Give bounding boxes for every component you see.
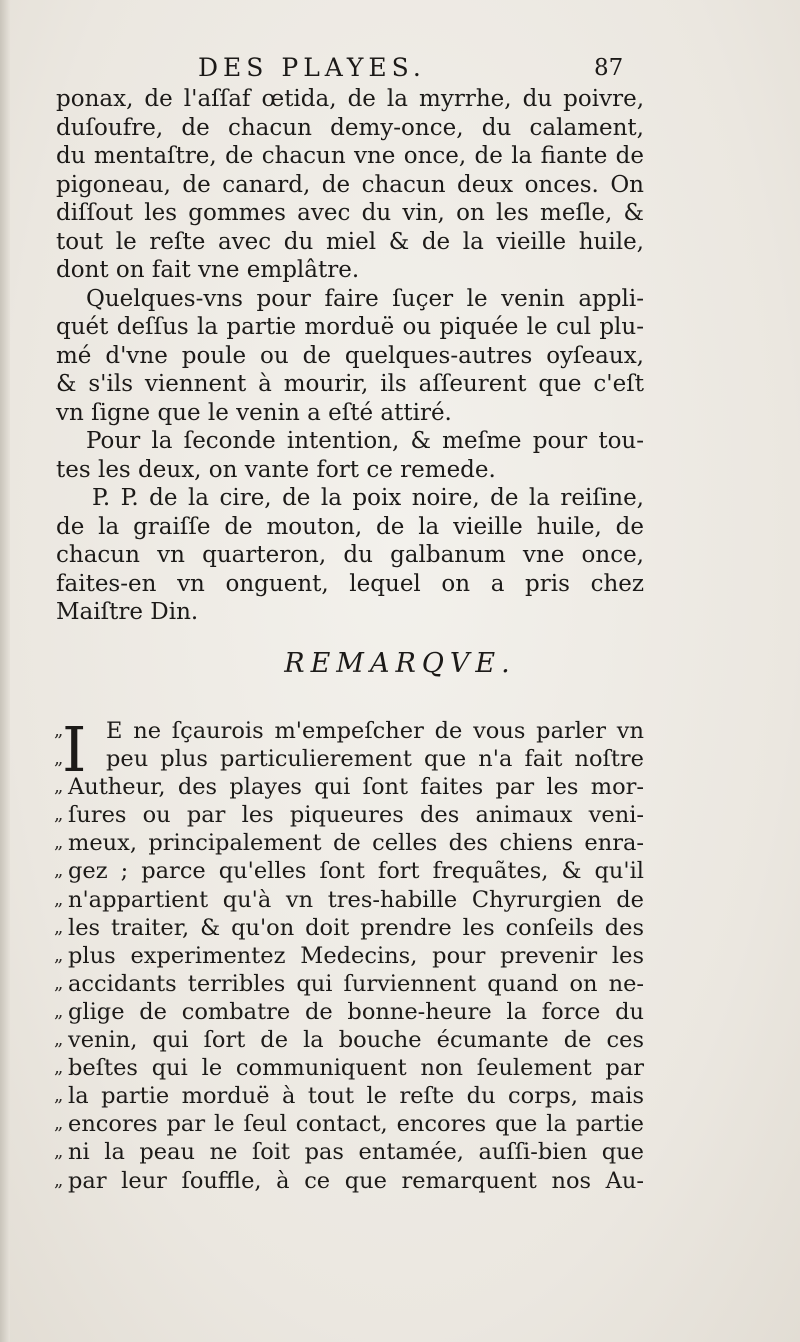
quote-mark: „ — [54, 1085, 64, 1107]
text-line: faites-en vn onguent, lequel on a pris chez — [56, 570, 644, 597]
remarque-line-text: la partie morduë à tout le reſte du corps, mais — [68, 1083, 644, 1110]
text-line: vn ſigne que le venin a eſté attiré. — [56, 399, 452, 426]
remarque-line-text: encores par le ſeul contact, encores que la partie — [68, 1111, 644, 1138]
quote-mark: „ — [54, 972, 64, 994]
remarque-line — [56, 970, 644, 998]
running-head — [0, 50, 800, 86]
text-line: pigoneau, de canard, de chacun deux onces. On — [56, 171, 644, 198]
quote-mark: „ — [54, 888, 64, 910]
text-line: duſoufre, de chacun demy-once, du calament, — [56, 114, 644, 141]
quote-mark: „ — [54, 720, 64, 741]
remarque-line-text: les traiter, & qu'on doit prendre les conſeils des — [68, 914, 644, 941]
text-line: & s'ils viennent à mourir, ils aſſeurent que c'eſt — [56, 371, 644, 397]
remarque-line — [56, 1167, 644, 1195]
text-line: du mentaſtre, de chacun vne once, de la fiante de — [56, 143, 644, 169]
remarque-line-text: accidants terribles qui ſurviennent quand on ne- — [68, 970, 644, 997]
text-line: Pour la ſeconde intention, & meſme pour tou- — [86, 428, 644, 454]
remarque-line — [56, 773, 644, 801]
remarque-line — [56, 914, 644, 942]
drop-cap: I — [62, 713, 87, 786]
quote-mark: „ — [54, 804, 64, 826]
remarque-line-text: gez ; parce qu'elles ſont fort frequãtes, & qu'il — [68, 858, 644, 885]
remarque-text-block — [54, 713, 644, 1195]
quote-mark: „ — [54, 1113, 64, 1135]
text-line: dont on fait vne emplâtre. — [56, 257, 360, 283]
quote-mark: „ — [54, 860, 64, 882]
remarque-line-text: par leur ſouffle, à ce que remarquent nos Au- — [68, 1167, 644, 1194]
quote-mark: „ — [54, 748, 64, 770]
remarque-line — [56, 857, 644, 885]
text-line: mé d'vne poule ou de quelques-autres oyſeaux, — [56, 342, 644, 369]
text-line: tes les deux, on vante fort ce remede. — [56, 456, 496, 483]
quote-mark: „ — [54, 832, 64, 854]
remarque-line-text: n'appartient qu'à vn tres-habille Chyrurgien de — [68, 886, 644, 913]
quote-mark: „ — [54, 944, 64, 966]
remarque-line-text: glige de combatre de bonne-heure la force du — [68, 998, 644, 1025]
remarque-line-text: meux, principalement de celles des chiens enra- — [68, 830, 644, 857]
quote-mark: „ — [54, 1029, 64, 1051]
text-line: de la graiſſe de mouton, de la vieille huile, de — [56, 513, 644, 540]
text-line: ponax, de l'aſſaf œtida, de la myrrhe, du poivre, — [56, 86, 644, 112]
quote-mark: „ — [54, 776, 64, 798]
quote-mark: „ — [54, 1141, 64, 1163]
quote-mark: „ — [54, 1057, 64, 1079]
remarque-line-text: Autheur, des playes qui ſont faites par les mor- — [68, 774, 644, 801]
text-line: diſſout les gommes avec du vin, on les meſle, & — [56, 200, 644, 226]
remarque-line — [56, 998, 644, 1026]
remarque-line-text: E ne ſçaurois m'empeſcher de vous parler vn — [106, 718, 644, 744]
text-line: Maiſtre Din. — [56, 599, 199, 625]
remarque-line-text: ſures ou par les piqueures des animaux veni- — [68, 802, 644, 829]
text-line: Quelques-vns pour faire ſuçer le venin appli- — [86, 285, 644, 312]
remarque-line — [56, 942, 644, 970]
quote-mark: „ — [54, 1000, 64, 1022]
main-text-block — [56, 85, 644, 627]
remarque-line — [56, 717, 644, 745]
remarque-line — [56, 1082, 644, 1110]
remarque-line-text: venin, qui ſort de la bouche écumante de ces — [68, 1027, 644, 1054]
remarque-line — [56, 829, 644, 857]
running-head-title: DES PLAYES. — [198, 53, 426, 82]
remarque-line-text: beſtes qui le communiquent non ſeulement par — [68, 1055, 644, 1082]
remarque-line — [56, 1138, 644, 1166]
quote-mark: „ — [54, 916, 64, 938]
remarque-line — [56, 745, 644, 773]
text-line: tout le reſte avec du miel & de la vieille huile, — [56, 228, 644, 255]
remarque-line — [56, 1110, 644, 1138]
page-number: 87 — [594, 55, 624, 81]
remarque-line-text: plus experimentez Medecins, pour prevenir les — [68, 942, 644, 969]
remarque-line — [56, 1026, 644, 1054]
remarque-line — [56, 886, 644, 914]
text-line: chacun vn quarteron, du galbanum vne once, — [56, 542, 644, 568]
text-line: P. P. de la cire, de la poix noire, de la reiſine, — [92, 485, 644, 511]
quote-mark: „ — [54, 1169, 64, 1191]
text-line: quét deſſus la partie morduë ou piquée le cul plu- — [56, 314, 644, 340]
section-heading: REMARQVE. — [284, 648, 516, 679]
remarque-line — [56, 1054, 644, 1082]
remarque-line-text: peu plus particulierement que n'a fait noſtre — [106, 746, 644, 773]
remarque-line — [56, 801, 644, 829]
remarque-line-text: ni la peau ne ſoit pas entamée, auſſi-bien que — [68, 1139, 644, 1166]
